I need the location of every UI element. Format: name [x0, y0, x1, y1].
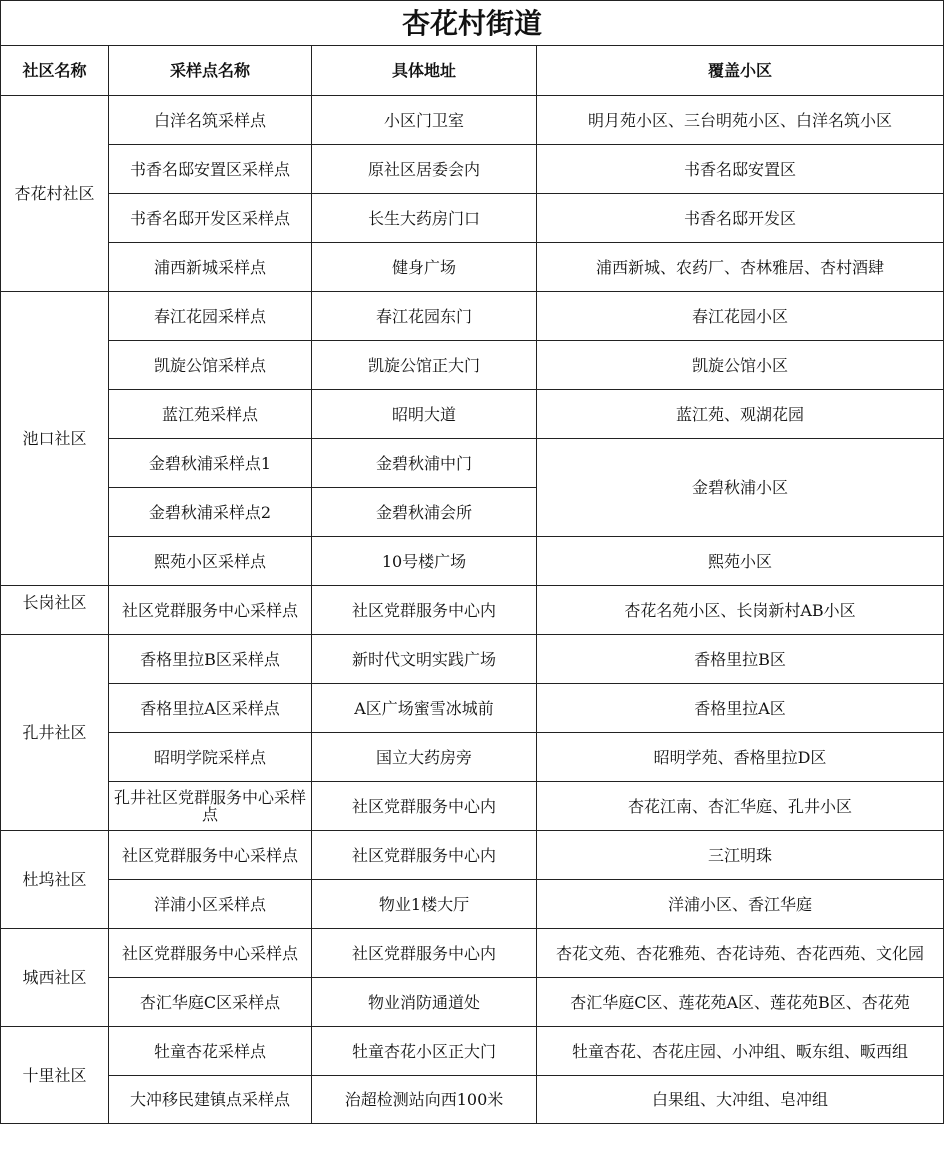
table-row: [1, 684, 944, 733]
site-name: 金碧秋浦采样点1: [109, 439, 312, 488]
table-row: [1, 537, 944, 586]
coverage: 春江花园小区: [537, 292, 944, 341]
site-address: 社区党群服务中心内: [312, 929, 537, 978]
coverage: 三江明珠: [537, 831, 944, 880]
header-community: 社区名称: [1, 46, 109, 96]
coverage: 蓝江苑、观湖花园: [537, 390, 944, 439]
site-name: 孔井社区党群服务中心采样点: [109, 782, 312, 831]
table-row: [1, 1027, 944, 1076]
site-address: 社区党群服务中心内: [312, 586, 537, 635]
table-row: [1, 390, 944, 439]
coverage: 凯旋公馆小区: [537, 341, 944, 390]
site-address: 长生大药房门口: [312, 194, 537, 243]
site-name: 春江花园采样点: [109, 292, 312, 341]
site-address: 新时代文明实践广场: [312, 635, 537, 684]
coverage: 牡童杏花、杏花庄园、小冲组、畈东组、畈西组: [537, 1027, 944, 1076]
site-address: 社区党群服务中心内: [312, 831, 537, 880]
community-name: 城西社区: [1, 929, 109, 1027]
site-address: 治超检测站向西100米: [312, 1076, 537, 1124]
table-row: [1, 782, 944, 831]
coverage: 明月苑小区、三台明苑小区、白洋名筑小区: [537, 96, 944, 145]
header-coverage: 覆盖小区: [537, 46, 944, 96]
site-address: 社区党群服务中心内: [312, 782, 537, 831]
page-title: 杏花村街道: [1, 1, 944, 46]
coverage: 昭明学苑、香格里拉D区: [537, 733, 944, 782]
site-address: 昭明大道: [312, 390, 537, 439]
site-name: 浦西新城采样点: [109, 243, 312, 292]
site-name: 白洋名筑采样点: [109, 96, 312, 145]
community-name: 孔井社区: [1, 635, 109, 831]
community-name: 池口社区: [1, 292, 109, 586]
community-name: 杏花村社区: [1, 96, 109, 292]
site-address: 牡童杏花小区正大门: [312, 1027, 537, 1076]
site-name: 牡童杏花采样点: [109, 1027, 312, 1076]
site-name: 社区党群服务中心采样点: [109, 929, 312, 978]
table-row: [1, 145, 944, 194]
table-row: [1, 96, 944, 145]
coverage: 浦西新城、农药厂、杏林雅居、杏村酒肆: [537, 243, 944, 292]
site-name: 杏汇华庭C区采样点: [109, 978, 312, 1027]
table-row: [1, 733, 944, 782]
site-name: 凯旋公馆采样点: [109, 341, 312, 390]
table-row: [1, 439, 944, 488]
coverage: 白果组、大冲组、皂冲组: [537, 1076, 944, 1124]
table-row: [1, 831, 944, 880]
site-address: 金碧秋浦中门: [312, 439, 537, 488]
site-address: 健身广场: [312, 243, 537, 292]
community-name: 长岗社区: [1, 586, 109, 635]
coverage: 香格里拉B区: [537, 635, 944, 684]
coverage: 洋浦小区、香江华庭: [537, 880, 944, 929]
site-address: 凯旋公馆正大门: [312, 341, 537, 390]
site-name: 大冲移民建镇点采样点: [109, 1076, 312, 1124]
site-address: 金碧秋浦会所: [312, 488, 537, 537]
table-row: [1, 1076, 944, 1124]
site-name: 熙苑小区采样点: [109, 537, 312, 586]
coverage: 熙苑小区: [537, 537, 944, 586]
site-name: 书香名邸安置区采样点: [109, 145, 312, 194]
site-name: 洋浦小区采样点: [109, 880, 312, 929]
site-address: 国立大药房旁: [312, 733, 537, 782]
table-row: [1, 880, 944, 929]
site-name: 昭明学院采样点: [109, 733, 312, 782]
site-name: 香格里拉B区采样点: [109, 635, 312, 684]
coverage: 书香名邸安置区: [537, 145, 944, 194]
table-row: [1, 194, 944, 243]
table-row: [1, 635, 944, 684]
coverage: 杏花江南、杏汇华庭、孔井小区: [537, 782, 944, 831]
table-row: [1, 243, 944, 292]
community-name: 十里社区: [1, 1027, 109, 1124]
header-site: 采样点名称: [109, 46, 312, 96]
header-row: [1, 46, 944, 96]
header-address: 具体地址: [312, 46, 537, 96]
table-row: [1, 586, 944, 635]
site-name: 金碧秋浦采样点2: [109, 488, 312, 537]
site-address: 物业消防通道处: [312, 978, 537, 1027]
coverage: 杏汇华庭C区、莲花苑A区、莲花苑B区、杏花苑: [537, 978, 944, 1027]
site-address: 物业1楼大厅: [312, 880, 537, 929]
coverage: 金碧秋浦小区: [537, 439, 944, 537]
community-name: 杜坞社区: [1, 831, 109, 929]
coverage: 香格里拉A区: [537, 684, 944, 733]
site-address: 10号楼广场: [312, 537, 537, 586]
site-name: 书香名邸开发区采样点: [109, 194, 312, 243]
site-name: 社区党群服务中心采样点: [109, 831, 312, 880]
site-address: A区广场蜜雪冰城前: [312, 684, 537, 733]
site-address: 春江花园东门: [312, 292, 537, 341]
coverage: 书香名邸开发区: [537, 194, 944, 243]
coverage: 杏花文苑、杏花雅苑、杏花诗苑、杏花西苑、文化园: [537, 929, 944, 978]
coverage: 杏花名苑小区、长岗新村AB小区: [537, 586, 944, 635]
table-row: [1, 341, 944, 390]
table-row: [1, 929, 944, 978]
site-address: 原社区居委会内: [312, 145, 537, 194]
site-name: 香格里拉A区采样点: [109, 684, 312, 733]
table-row: [1, 292, 944, 341]
site-address: 小区门卫室: [312, 96, 537, 145]
site-name: 蓝江苑采样点: [109, 390, 312, 439]
table-row: [1, 978, 944, 1027]
site-name: 社区党群服务中心采样点: [109, 586, 312, 635]
